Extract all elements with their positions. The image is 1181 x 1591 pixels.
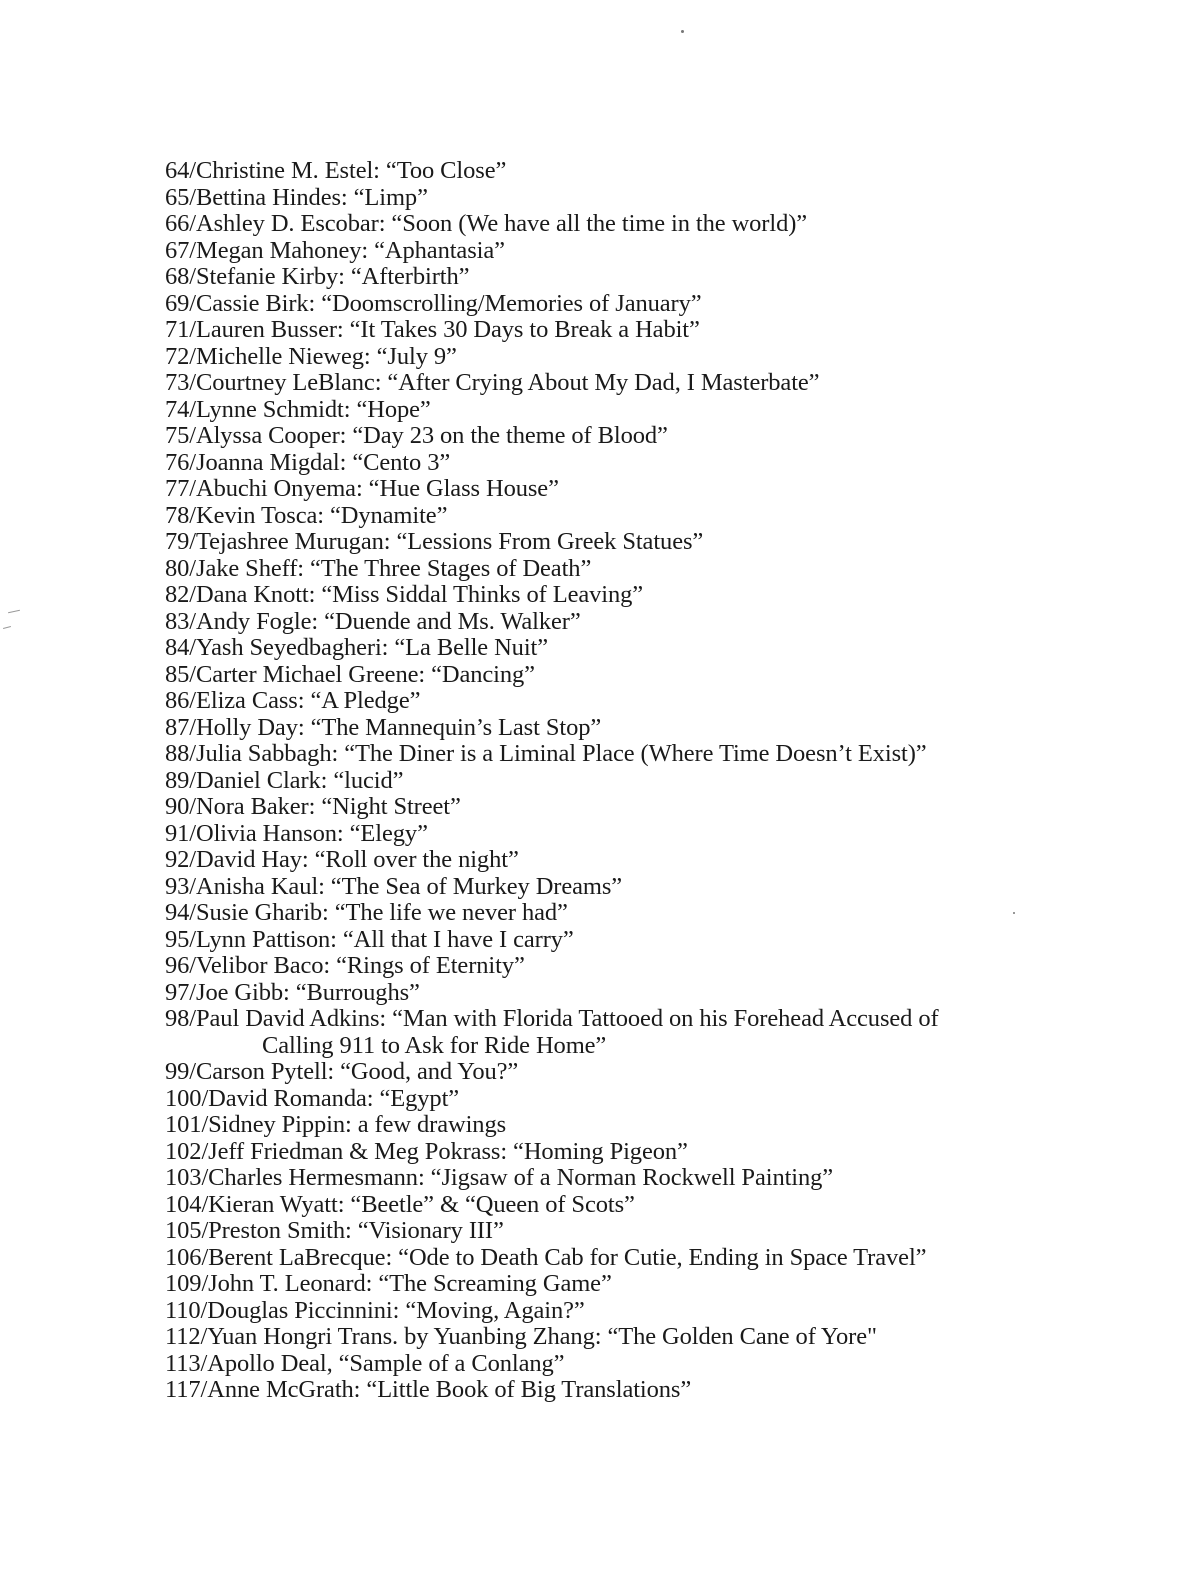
contents-entry: 77/Abuchi Onyema: “Hue Glass House” <box>165 475 559 502</box>
scan-mark <box>3 626 11 629</box>
contents-entry: 97/Joe Gibb: “Burroughs” <box>165 978 420 1006</box>
contents-entry: 87/Holly Day: “The Mannequin’s Last Stop” <box>165 713 602 741</box>
contents-entry: 69/Cassie Birk: “Doomscrolling/Memories of January” <box>165 289 702 317</box>
contents-entry: 83/Andy Fogle: “Duende and Ms. Walker” <box>165 607 581 635</box>
contents-entry: 113/Apollo Deal, “Sample of a Conlang” <box>165 1349 565 1377</box>
contents-entry: 74/Lynne Schmidt: “Hope” <box>165 395 431 423</box>
contents-entry: 94/Susie Gharib: “The life we never had” <box>165 899 568 926</box>
contents-entry: 89/Daniel Clark: “lucid” <box>165 766 404 794</box>
contents-entry-continuation: Calling 911 to Ask for Ride Home” <box>262 1031 607 1059</box>
contents-entry: 84/Yash Seyedbagheri: “La Belle Nuit” <box>165 634 549 661</box>
contents-entry: 91/Olivia Hanson: “Elegy” <box>165 819 428 847</box>
contents-entry: 79/Tejashree Murugan: “Lessions From Greek Statues” <box>165 528 704 555</box>
contents-entry: 112/Yuan Hongri Trans. by Yuanbing Zhang: “The Golden Cane of Yore" <box>165 1323 877 1350</box>
contents-entry: 67/Megan Mahoney: “Aphantasia” <box>165 236 505 264</box>
contents-entry: 66/Ashley D. Escobar: “Soon (We have all the time in the world)” <box>165 210 808 237</box>
contents-entry: 73/Courtney LeBlanc: “After Crying About My Dad, I Masterbate” <box>165 369 820 396</box>
contents-entry: 105/Preston Smith: “Visionary III” <box>165 1217 504 1244</box>
contents-entry: 68/Stefanie Kirby: “Afterbirth” <box>165 263 470 290</box>
contents-entry: 92/David Hay: “Roll over the night” <box>165 846 519 873</box>
contents-entry: 93/Anisha Kaul: “The Sea of Murkey Dreams” <box>165 872 623 900</box>
contents-entry: 65/Bettina Hindes: “Limp” <box>165 183 428 211</box>
contents-entry: 110/Douglas Piccinnini: “Moving, Again?” <box>165 1296 585 1324</box>
contents-entry: 95/Lynn Pattison: “All that I have I carry” <box>165 925 574 953</box>
contents-entry: 72/Michelle Nieweg: “July 9” <box>165 342 457 370</box>
contents-entry: 106/Berent LaBrecque: “Ode to Death Cab for Cutie, Ending in Space Travel” <box>165 1243 927 1271</box>
contents-entry: 117/Anne McGrath: “Little Book of Big Translations” <box>165 1376 692 1403</box>
contents-entry: 90/Nora Baker: “Night Street” <box>165 793 461 820</box>
contents-entry: 100/David Romanda: “Egypt” <box>165 1084 460 1112</box>
contents-entry: 88/Julia Sabbagh: “The Diner is a Liminal Place (Where Time Doesn’t Exist)” <box>165 740 927 767</box>
contents-entry: 99/Carson Pytell: “Good, and You?” <box>165 1058 519 1085</box>
contents-list <box>165 158 1125 1404</box>
contents-entry: 104/Kieran Wyatt: “Beetle” & “Queen of Scots” <box>165 1190 635 1218</box>
contents-entry: 71/Lauren Busser: “It Takes 30 Days to Break a Habit” <box>165 316 700 343</box>
scan-speck <box>681 30 684 33</box>
contents-entry: 102/Jeff Friedman & Meg Pokrass: “Homing Pigeon” <box>165 1137 688 1165</box>
contents-entry: 75/Alyssa Cooper: “Day 23 on the theme of Blood” <box>165 422 668 449</box>
contents-entry: 76/Joanna Migdal: “Cento 3” <box>165 448 451 476</box>
contents-entry: 103/Charles Hermesmann: “Jigsaw of a Norman Rockwell Painting” <box>165 1164 834 1191</box>
contents-entry: 96/Velibor Baco: “Rings of Eternity” <box>165 952 525 979</box>
scan-mark <box>8 610 20 613</box>
contents-entry: 98/Paul David Adkins: “Man with Florida Tattooed on his Forehead Accused of Calling 911 to Ask for Ride Home” <box>165 1006 1125 1059</box>
contents-entry: 85/Carter Michael Greene: “Dancing” <box>165 660 535 688</box>
contents-entry: 86/Eliza Cass: “A Pledge” <box>165 687 421 714</box>
contents-entry: 64/Christine M. Estel: “Too Close” <box>165 157 507 184</box>
contents-entry: 78/Kevin Tosca: “Dynamite” <box>165 501 448 529</box>
contents-entry: 109/John T. Leonard: “The Screaming Game” <box>165 1270 612 1297</box>
contents-entry: 82/Dana Knott: “Miss Siddal Thinks of Leaving” <box>165 581 644 608</box>
contents-entry: 80/Jake Sheff: “The Three Stages of Death” <box>165 554 592 582</box>
contents-entry: 101/Sidney Pippin: a few drawings <box>165 1111 507 1138</box>
